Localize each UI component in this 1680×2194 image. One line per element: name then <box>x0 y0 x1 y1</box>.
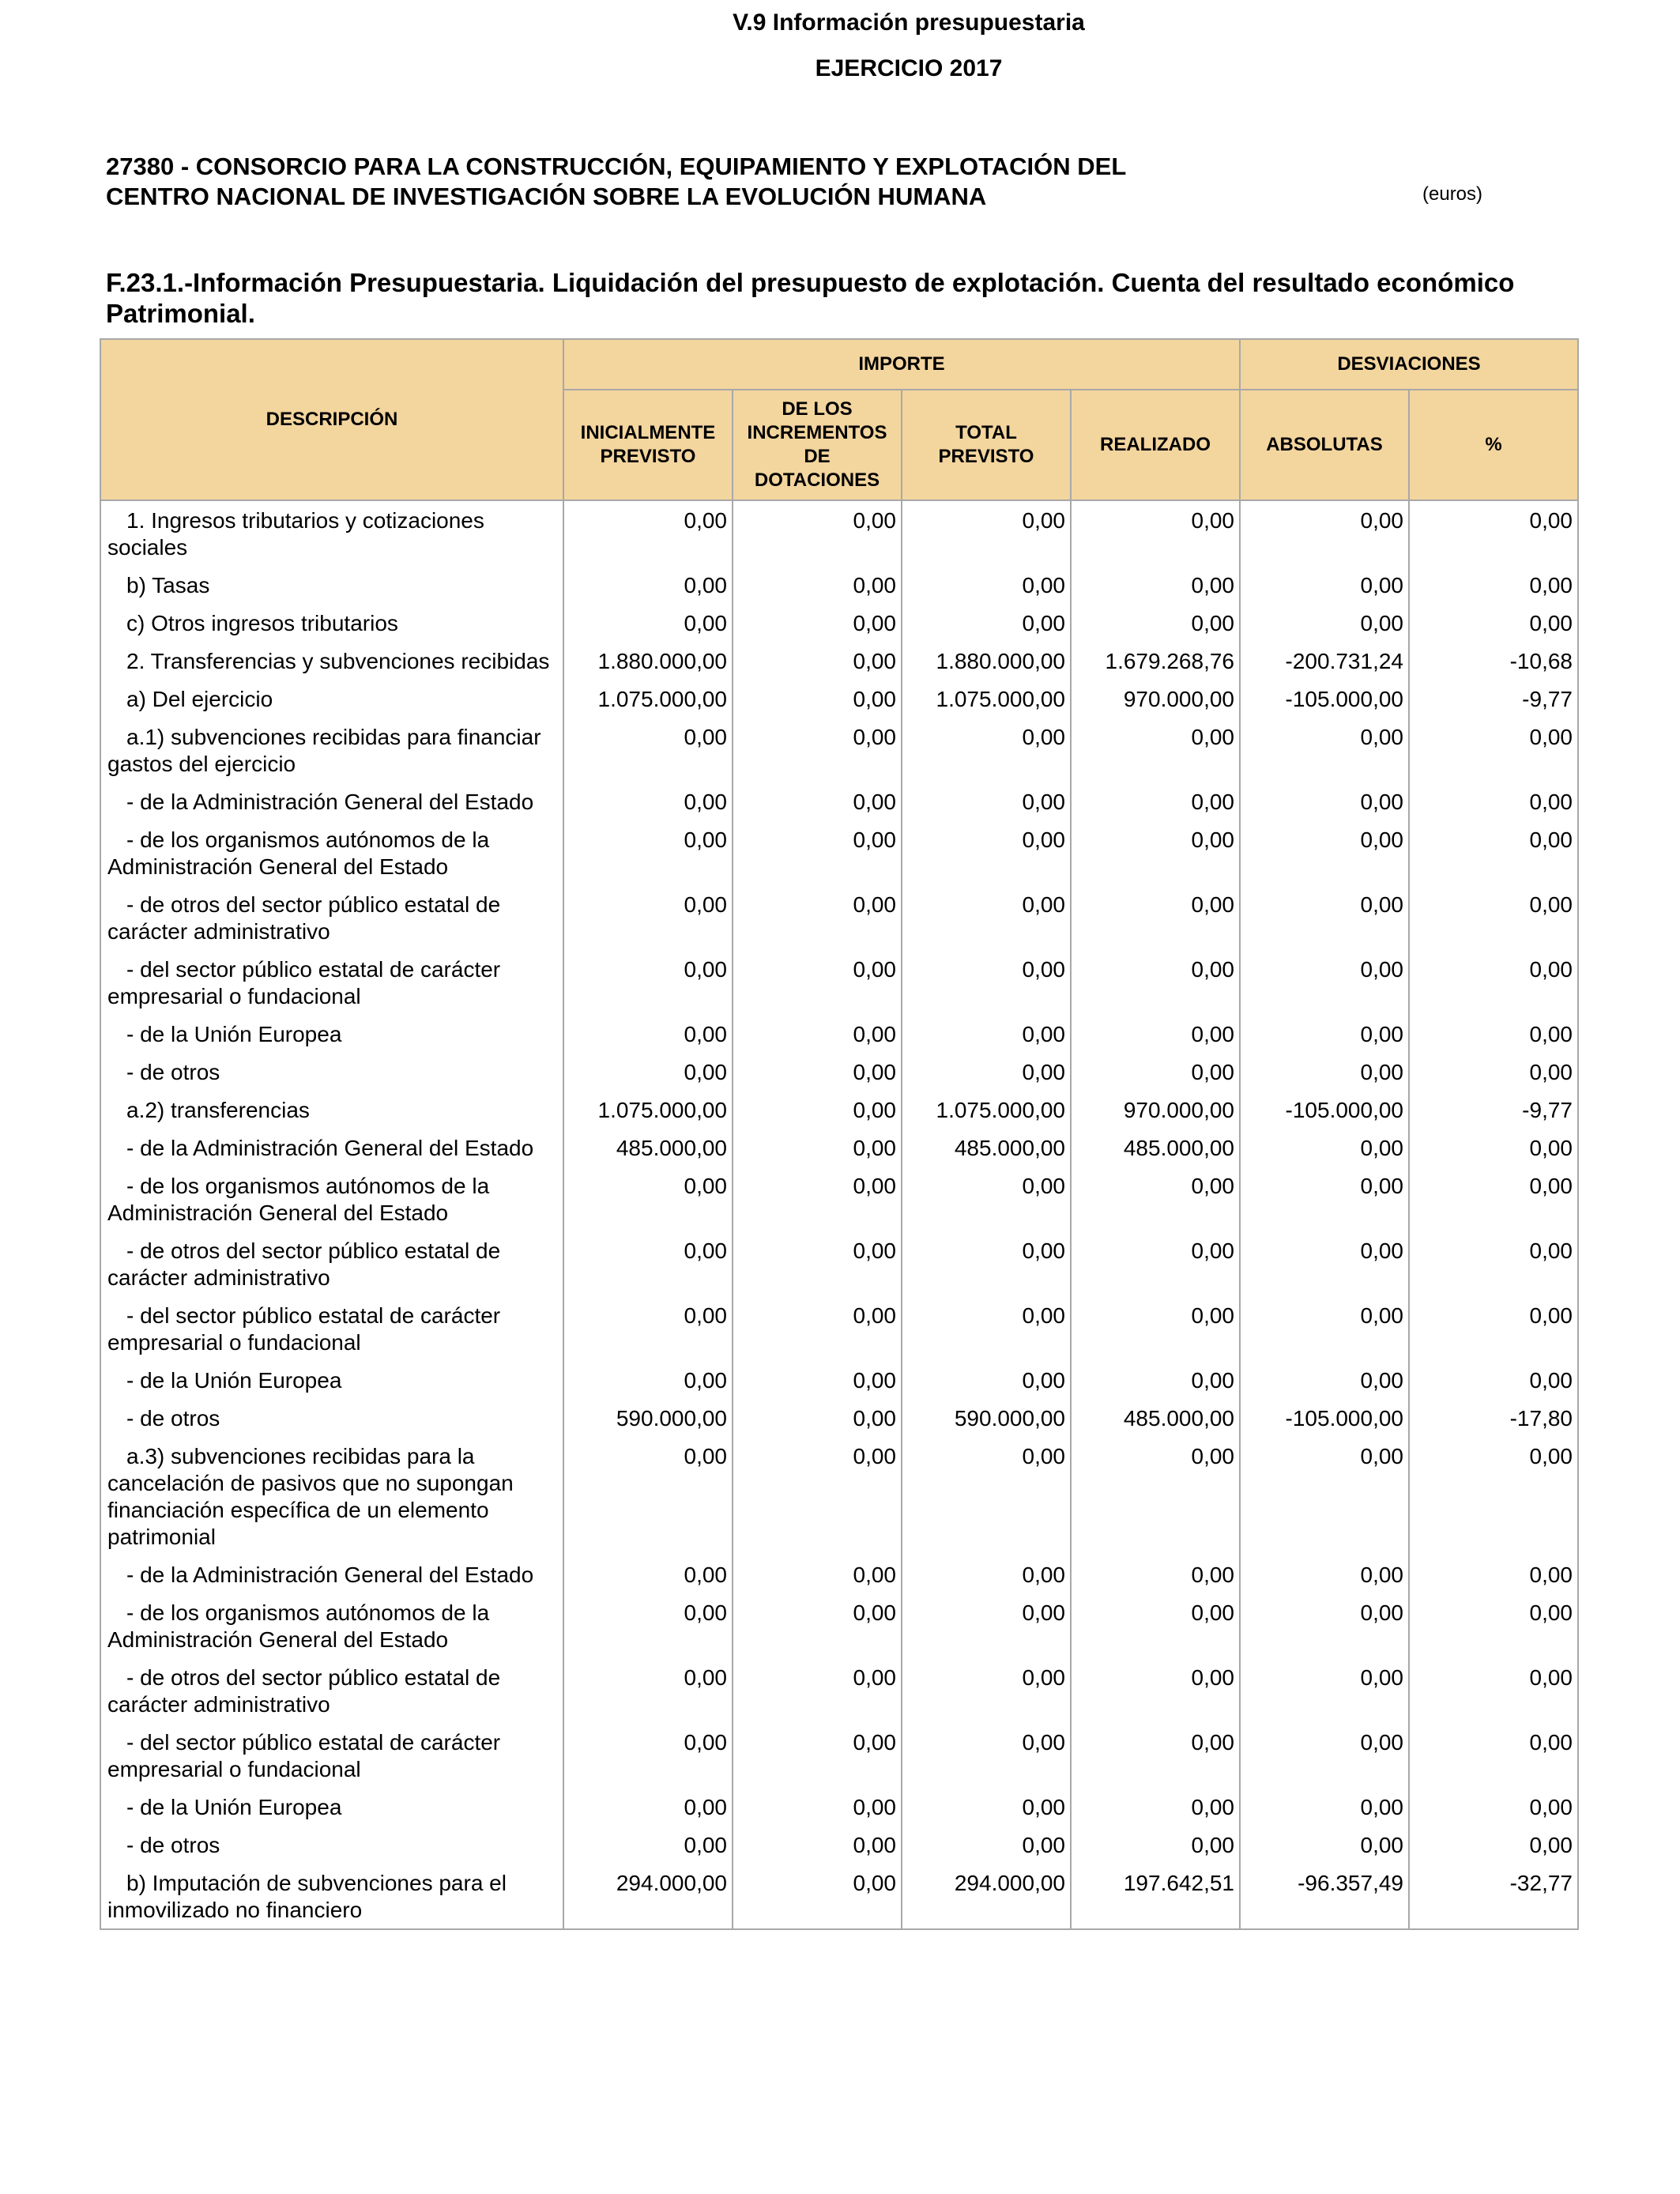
row-value: 0,00 <box>1071 885 1240 950</box>
row-value: 0,00 <box>902 1015 1071 1053</box>
row-value: 0,00 <box>1071 1437 1240 1555</box>
row-description: - de otros del sector público estatal de carácter administrativo <box>100 885 563 950</box>
row-value: 0,00 <box>563 1296 733 1361</box>
group-header-importe: IMPORTE <box>563 339 1240 390</box>
row-value: 0,00 <box>1071 1826 1240 1864</box>
row-description: a.2) transferencias <box>100 1091 563 1129</box>
row-value: 0,00 <box>733 1167 902 1231</box>
currency-units: (euros) <box>1422 183 1483 205</box>
row-value: 0,00 <box>1240 820 1409 885</box>
row-value: 0,00 <box>902 782 1071 820</box>
table-row <box>100 1437 1578 1555</box>
row-value: 0,00 <box>1240 1361 1409 1399</box>
row-value: 0,00 <box>1071 1593 1240 1658</box>
row-value: 0,00 <box>1409 1723 1578 1788</box>
row-description: - de otros <box>100 1826 563 1864</box>
row-description: - de la Administración General del Estado <box>100 782 563 820</box>
row-value: 0,00 <box>733 1437 902 1555</box>
row-value: 0,00 <box>1071 820 1240 885</box>
row-value: 0,00 <box>563 1361 733 1399</box>
row-value: 485.000,00 <box>1071 1399 1240 1437</box>
row-value: 0,00 <box>733 1826 902 1864</box>
row-value: 0,00 <box>1240 500 1409 566</box>
row-value: 0,00 <box>1240 1788 1409 1826</box>
row-description: - del sector público estatal de carácter empresarial o fundacional <box>100 1296 563 1361</box>
row-value: 0,00 <box>733 820 902 885</box>
row-value: 0,00 <box>1409 782 1578 820</box>
row-value: 0,00 <box>1240 1437 1409 1555</box>
col-header-inicialmente-previsto <box>563 390 733 500</box>
row-description: - de la Unión Europea <box>100 1788 563 1826</box>
row-value: 0,00 <box>1240 885 1409 950</box>
row-value: -9,77 <box>1409 1091 1578 1129</box>
col-header-line: DE <box>804 446 831 467</box>
row-value: 1.075.000,00 <box>902 1091 1071 1129</box>
row-value: 0,00 <box>733 604 902 642</box>
row-value: 0,00 <box>1409 1231 1578 1296</box>
table-row <box>100 1015 1578 1053</box>
row-value: 0,00 <box>1071 1788 1240 1826</box>
row-description: - de otros del sector público estatal de carácter administrativo <box>100 1658 563 1723</box>
row-value: 0,00 <box>1240 718 1409 782</box>
row-value: 0,00 <box>902 1437 1071 1555</box>
row-value: 0,00 <box>733 1864 902 1929</box>
row-value: 590.000,00 <box>902 1399 1071 1437</box>
row-value: 0,00 <box>733 1053 902 1091</box>
row-value: 0,00 <box>733 1296 902 1361</box>
row-value: 0,00 <box>1240 1723 1409 1788</box>
row-value: 0,00 <box>1240 950 1409 1015</box>
row-description: - de la Administración General del Estado <box>100 1129 563 1167</box>
table-row <box>100 1231 1578 1296</box>
row-value: 0,00 <box>1240 1658 1409 1723</box>
row-description: b) Tasas <box>100 566 563 604</box>
row-value: 197.642,51 <box>1071 1864 1240 1929</box>
row-description: - del sector público estatal de carácter empresarial o fundacional <box>100 950 563 1015</box>
row-value: 0,00 <box>1409 566 1578 604</box>
row-value: 0,00 <box>902 1555 1071 1593</box>
row-value: 1.679.268,76 <box>1071 642 1240 680</box>
row-value: 0,00 <box>563 1015 733 1053</box>
row-description: c) Otros ingresos tributarios <box>100 604 563 642</box>
row-value: 0,00 <box>733 1015 902 1053</box>
row-value: 0,00 <box>1409 1437 1578 1555</box>
row-description: - de los organismos autónomos de la Administración General del Estado <box>100 820 563 885</box>
row-value: 0,00 <box>902 1658 1071 1723</box>
row-value: 0,00 <box>1071 1167 1240 1231</box>
col-header-incrementos-dotaciones <box>733 390 902 500</box>
row-value: 0,00 <box>1071 1015 1240 1053</box>
table-row <box>100 500 1578 566</box>
row-description: - de otros del sector público estatal de carácter administrativo <box>100 1231 563 1296</box>
row-value: 0,00 <box>1409 1788 1578 1826</box>
row-value: 0,00 <box>563 1555 733 1593</box>
row-value: 0,00 <box>1071 1361 1240 1399</box>
table-row <box>100 1296 1578 1361</box>
fiscal-year: EJERCICIO 2017 <box>815 55 1003 81</box>
row-value: 0,00 <box>563 820 733 885</box>
table-row <box>100 1053 1578 1091</box>
row-value: 0,00 <box>733 500 902 566</box>
table-row <box>100 782 1578 820</box>
row-value: 0,00 <box>1409 1826 1578 1864</box>
row-value: 0,00 <box>1071 1231 1240 1296</box>
row-value: 485.000,00 <box>563 1129 733 1167</box>
row-value: 0,00 <box>563 1723 733 1788</box>
row-value: 0,00 <box>902 1826 1071 1864</box>
table-row <box>100 680 1578 718</box>
col-header-line: PREVISTO <box>938 446 1034 467</box>
row-value: 0,00 <box>1071 500 1240 566</box>
row-value: -32,77 <box>1409 1864 1578 1929</box>
row-value: 0,00 <box>563 604 733 642</box>
row-value: 0,00 <box>902 1296 1071 1361</box>
row-description: - de los organismos autónomos de la Administración General del Estado <box>100 1167 563 1231</box>
row-value: 0,00 <box>563 1053 733 1091</box>
row-value: 0,00 <box>1240 1296 1409 1361</box>
col-header-line: PREVISTO <box>600 446 696 467</box>
row-value: 0,00 <box>563 950 733 1015</box>
table-row <box>100 1593 1578 1658</box>
row-value: 294.000,00 <box>902 1864 1071 1929</box>
row-value: 590.000,00 <box>563 1399 733 1437</box>
row-value: 970.000,00 <box>1071 680 1240 718</box>
row-value: 0,00 <box>902 604 1071 642</box>
entity-name <box>106 152 1370 212</box>
row-value: 0,00 <box>1071 1723 1240 1788</box>
row-value: 0,00 <box>1071 1555 1240 1593</box>
section-title: F.23.1.-Información Presupuestaria. Liquidación del presupuesto de explotación. Cuenta del resultado económico Patrimonial. <box>106 268 1515 328</box>
row-value: -105.000,00 <box>1240 680 1409 718</box>
row-value: 0,00 <box>1240 1167 1409 1231</box>
row-description: - de la Unión Europea <box>100 1361 563 1399</box>
table-row <box>100 1826 1578 1864</box>
table-row <box>100 885 1578 950</box>
row-value: 0,00 <box>733 1091 902 1129</box>
row-value: 0,00 <box>733 1129 902 1167</box>
row-value: 0,00 <box>902 718 1071 782</box>
table-row <box>100 566 1578 604</box>
row-value: 0,00 <box>563 1788 733 1826</box>
row-value: 0,00 <box>563 500 733 566</box>
row-description: 2. Transferencias y subvenciones recibidas <box>100 642 563 680</box>
row-value: 0,00 <box>902 566 1071 604</box>
group-header-desviaciones: DESVIACIONES <box>1240 339 1578 390</box>
row-value: 0,00 <box>1071 1296 1240 1361</box>
row-value: -96.357,49 <box>1240 1864 1409 1929</box>
row-value: 0,00 <box>1409 820 1578 885</box>
row-value: 0,00 <box>1240 604 1409 642</box>
col-header-descripcion: DESCRIPCIÓN <box>100 339 563 500</box>
row-value: 0,00 <box>1240 1593 1409 1658</box>
row-value: 0,00 <box>1409 1361 1578 1399</box>
table-row <box>100 1864 1578 1929</box>
row-value: 1.880.000,00 <box>902 642 1071 680</box>
row-value: 294.000,00 <box>563 1864 733 1929</box>
row-value: 0,00 <box>1409 1053 1578 1091</box>
row-value: 0,00 <box>733 566 902 604</box>
col-header-absolutas: ABSOLUTAS <box>1240 390 1409 500</box>
row-value: 0,00 <box>1071 950 1240 1015</box>
entity-name-line2: CENTRO NACIONAL DE INVESTIGACIÓN SOBRE LA EVOLUCIÓN HUMANA <box>106 183 987 210</box>
row-value: -105.000,00 <box>1240 1399 1409 1437</box>
row-value: -105.000,00 <box>1240 1091 1409 1129</box>
row-value: 0,00 <box>1409 1658 1578 1723</box>
row-value: 0,00 <box>1409 500 1578 566</box>
row-value: 0,00 <box>1071 566 1240 604</box>
row-value: 0,00 <box>733 1231 902 1296</box>
table-row <box>100 1091 1578 1129</box>
row-value: 0,00 <box>1409 1015 1578 1053</box>
row-value: 0,00 <box>563 1167 733 1231</box>
row-value: 0,00 <box>733 1658 902 1723</box>
row-value: 0,00 <box>733 950 902 1015</box>
table-row <box>100 1399 1578 1437</box>
row-value: 0,00 <box>1240 1053 1409 1091</box>
row-value: 0,00 <box>902 500 1071 566</box>
row-value: 0,00 <box>1240 1555 1409 1593</box>
row-value: 0,00 <box>902 885 1071 950</box>
row-value: 0,00 <box>902 1788 1071 1826</box>
row-value: 0,00 <box>1409 885 1578 950</box>
budget-table <box>100 338 1579 1930</box>
row-value: 0,00 <box>1240 566 1409 604</box>
col-header-line: DE LOS <box>782 398 853 420</box>
table-row <box>100 1361 1578 1399</box>
table-row <box>100 1658 1578 1723</box>
row-value: 0,00 <box>1071 604 1240 642</box>
table-row <box>100 1555 1578 1593</box>
table-row <box>100 1788 1578 1826</box>
row-value: -17,80 <box>1409 1399 1578 1437</box>
table-row <box>100 1723 1578 1788</box>
entity-name-line1: 27380 - CONSORCIO PARA LA CONSTRUCCIÓN, EQUIPAMIENTO Y EXPLOTACIÓN DEL <box>106 153 1127 180</box>
row-value: 0,00 <box>733 718 902 782</box>
row-value: 0,00 <box>563 1437 733 1555</box>
row-value: 0,00 <box>733 1723 902 1788</box>
row-value: 0,00 <box>733 680 902 718</box>
row-value: 0,00 <box>563 782 733 820</box>
row-value: 0,00 <box>563 718 733 782</box>
row-value: 0,00 <box>563 1593 733 1658</box>
row-value: 0,00 <box>1240 1826 1409 1864</box>
col-header-line: INCREMENTOS <box>747 422 887 443</box>
row-value: 0,00 <box>733 1593 902 1658</box>
row-value: 0,00 <box>902 1053 1071 1091</box>
row-description: - de los organismos autónomos de la Administración General del Estado <box>100 1593 563 1658</box>
row-value: 0,00 <box>733 1399 902 1437</box>
table-row <box>100 642 1578 680</box>
col-header-line: INICIALMENTE <box>580 422 716 443</box>
row-value: 0,00 <box>1071 782 1240 820</box>
row-value: 0,00 <box>1409 604 1578 642</box>
row-description: a) Del ejercicio <box>100 680 563 718</box>
col-header-realizado: REALIZADO <box>1071 390 1240 500</box>
row-value: 0,00 <box>902 1167 1071 1231</box>
row-value: -200.731,24 <box>1240 642 1409 680</box>
row-value: 970.000,00 <box>1071 1091 1240 1129</box>
row-description: - de otros <box>100 1399 563 1437</box>
row-description: b) Imputación de subvenciones para el inmovilizado no financiero <box>100 1864 563 1929</box>
row-value: 0,00 <box>733 885 902 950</box>
row-description: - del sector público estatal de carácter empresarial o fundacional <box>100 1723 563 1788</box>
row-description: 1. Ingresos tributarios y cotizaciones sociales <box>100 500 563 566</box>
row-value: 0,00 <box>563 885 733 950</box>
row-value: 0,00 <box>1409 1129 1578 1167</box>
row-value: 0,00 <box>902 1361 1071 1399</box>
row-value: 0,00 <box>733 1788 902 1826</box>
page-title: V.9 Información presupuestaria <box>733 9 1085 36</box>
row-description: - de otros <box>100 1053 563 1091</box>
row-value: 0,00 <box>1240 782 1409 820</box>
row-value: 1.075.000,00 <box>563 680 733 718</box>
table-row <box>100 950 1578 1015</box>
row-value: 0,00 <box>1240 1015 1409 1053</box>
row-value: 1.075.000,00 <box>563 1091 733 1129</box>
row-value: 0,00 <box>1409 1296 1578 1361</box>
row-value: 0,00 <box>902 1593 1071 1658</box>
row-value: 0,00 <box>902 950 1071 1015</box>
row-value: -9,77 <box>1409 680 1578 718</box>
row-description: - de la Unión Europea <box>100 1015 563 1053</box>
row-value: 0,00 <box>733 642 902 680</box>
row-value: 0,00 <box>563 566 733 604</box>
row-value: 1.075.000,00 <box>902 680 1071 718</box>
col-header-total-previsto <box>902 390 1071 500</box>
table-row <box>100 820 1578 885</box>
row-description: a.3) subvenciones recibidas para la cancelación de pasivos que no supongan financiación específica de un elemento patrimonial <box>100 1437 563 1555</box>
row-value: 0,00 <box>1409 718 1578 782</box>
row-value: 0,00 <box>1409 1593 1578 1658</box>
row-value: 1.880.000,00 <box>563 642 733 680</box>
row-description: a.1) subvenciones recibidas para financiar gastos del ejercicio <box>100 718 563 782</box>
row-value: 0,00 <box>1071 1658 1240 1723</box>
row-value: 0,00 <box>733 782 902 820</box>
row-value: 0,00 <box>1409 950 1578 1015</box>
col-header-line: TOTAL <box>955 422 1017 443</box>
table-row <box>100 1129 1578 1167</box>
table-row <box>100 718 1578 782</box>
row-value: 0,00 <box>1240 1231 1409 1296</box>
row-value: 0,00 <box>733 1361 902 1399</box>
row-value: 0,00 <box>902 1231 1071 1296</box>
row-value: 0,00 <box>563 1231 733 1296</box>
col-header-line: DOTACIONES <box>754 469 880 491</box>
col-header-porcentaje: % <box>1409 390 1578 500</box>
row-value: 0,00 <box>1071 718 1240 782</box>
table-row <box>100 604 1578 642</box>
row-value: 0,00 <box>733 1555 902 1593</box>
row-value: 0,00 <box>563 1658 733 1723</box>
row-value: 0,00 <box>563 1826 733 1864</box>
row-description: - de la Administración General del Estado <box>100 1555 563 1593</box>
row-value: 0,00 <box>902 820 1071 885</box>
row-value: 485.000,00 <box>902 1129 1071 1167</box>
row-value: 0,00 <box>902 1723 1071 1788</box>
row-value: 0,00 <box>1071 1053 1240 1091</box>
row-value: 0,00 <box>1409 1555 1578 1593</box>
row-value: 485.000,00 <box>1071 1129 1240 1167</box>
row-value: 0,00 <box>1240 1129 1409 1167</box>
row-value: 0,00 <box>1409 1167 1578 1231</box>
row-value: -10,68 <box>1409 642 1578 680</box>
table-row <box>100 1167 1578 1231</box>
